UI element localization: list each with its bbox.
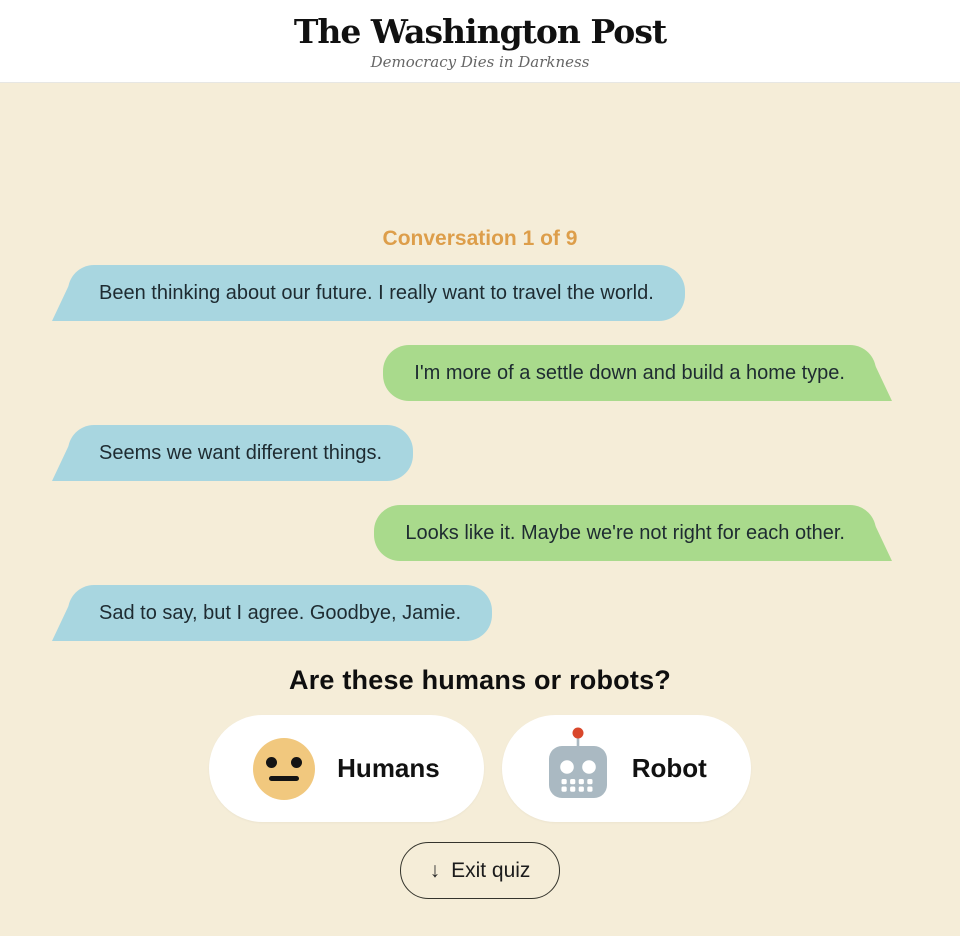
message-bubble-left: Sad to say, but I agree. Goodbye, Jamie. [68,585,492,641]
message-row [0,265,960,321]
exit-row [0,842,960,899]
message-row [0,585,960,641]
neutral-face-icon [253,738,315,800]
answer-buttons [0,715,960,822]
site-header [0,0,960,83]
robot-button-label: Robot [631,753,707,783]
down-arrow-icon: ↓ [429,858,441,882]
message-bubble-right: Looks like it. Maybe we're not right for each other. [374,505,876,561]
message-row [0,425,960,481]
message-row [0,505,960,561]
message-bubble-left: Seems we want different things. [68,425,413,481]
conversation-transcript [0,265,960,641]
quiz-question: Are these humans or robots? [289,665,671,695]
humans-answer-button[interactable] [209,715,484,822]
conversation-progress: Conversation 1 of 9 [382,227,578,250]
robot-answer-button[interactable] [502,715,751,822]
message-bubble-left: Been thinking about our future. I really want to travel the world. [68,265,685,321]
quiz-page [0,83,960,899]
humans-button-label: Humans [337,753,440,783]
robot-icon [546,726,610,802]
message-bubble-right: I'm more of a settle down and build a home type. [383,345,876,401]
washington-post-logo[interactable]: The Washington Post [293,12,667,52]
site-tagline: Democracy Dies in Darkness [370,52,590,71]
exit-quiz-label: Exit quiz [451,858,531,882]
message-row [0,345,960,401]
exit-quiz-button[interactable] [400,842,561,899]
